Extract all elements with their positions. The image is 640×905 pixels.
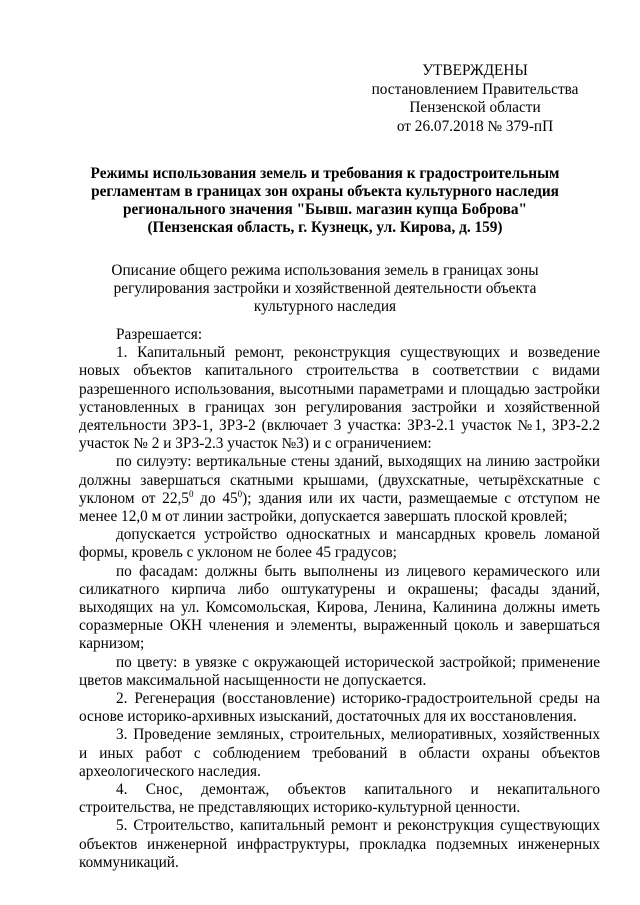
silhouette-text-mid: до 45 xyxy=(193,489,238,507)
paragraph-item-4: 4. Снос, демонтаж, объектов капитального и некапитального строительства, не представляющих историко-культурной ценности. xyxy=(79,781,600,817)
title-line: (Пензенская область, г. Кузнецк, ул. Кирова, д. 159) xyxy=(147,219,503,236)
title-line: регионального значения "Бывш. магазин купца Боброва" xyxy=(122,201,528,218)
paragraph-item-2: 2. Регенерация (восстановление) историко-градостроительной среды на основе историко-архивных изысканий, достаточных для их восстановления. xyxy=(79,690,600,726)
paragraph-facades: по фасадам: должны быть выполнены из лицевого керамического или силикатного кирпича либо оштукатурены и окрашены; фасады зданий, выходящих на ул. Комсомольская, Кирова, Ленина, Калинина должны иметь соразмерные ОКН членения и элементы, выраженный цоколь и завершаться карнизом; xyxy=(79,562,600,653)
degree-mark: 0 xyxy=(188,488,194,499)
paragraph-item-5: 5. Строительство, капитальный ремонт и реконструкция существующих объектов инженерной инфраструктуры, прокладка подземных инженерных коммуникаций. xyxy=(79,817,600,871)
paragraph-roofs: допускается устройство односкатных и мансардных кровель ломаной формы, кровель с уклоном не более 45 градусов; xyxy=(79,526,600,562)
approval-line: Пензенской области xyxy=(409,99,541,116)
approval-line: постановлением Правительства xyxy=(371,80,579,98)
paragraph-item-1: 1. Капитальный ремонт, реконструкция существующих и возведение новых объектов капитального строительства в соответствии с видами разрешенного использования, высотными параметрами и площадью застройки установленных в границах зон регулирования застройки и хозяйственной деятельности ЗРЗ-1, ЗРЗ-2 (включает 3 участка: ЗРЗ-2.1 участок №1, ЗРЗ-2.2 участок № 2 и ЗРЗ-2.3 участок №3) и с ограничением: xyxy=(79,344,600,453)
approval-date-number: от 26.07.2018 № 379-пП xyxy=(396,117,554,135)
paragraph-silhouette xyxy=(79,453,600,526)
silhouette-text-start: по силуэту: вертикальные стены зданий, выходящих на линию застройки должны завершаться скатными крышами, (двухскатные, четырёхскатные с уклоном от 22,5 xyxy=(79,453,600,507)
degree-mark: 0 xyxy=(237,488,243,499)
allowed-label: Разрешается: xyxy=(116,326,203,343)
paragraph-color: по цвету: в увязке с окружающей исторической застройкой; применение цветов максимальной насыщенности не допускается. xyxy=(79,653,600,689)
paragraph-item-3: 3. Проведение земляных, строительных, мелиоративных, хозяйственных и иных работ с соблюдением требований в области охраны объектов археологического наследия. xyxy=(79,726,600,780)
title-line: Режимы использования земель и требования к градостроительным xyxy=(90,165,560,182)
document-title xyxy=(75,165,575,237)
approval-block xyxy=(370,62,580,136)
section-heading-line: культурного наследия xyxy=(253,298,397,315)
document-body xyxy=(79,326,600,872)
section-heading xyxy=(95,262,555,316)
title-line: регламентам в границах зон охраны объекта культурного наследия xyxy=(91,183,559,200)
section-heading-line: Описание общего режима использования земель в границах зоны xyxy=(111,262,539,279)
section-heading-line: регулирования застройки и хозяйственной деятельности объекта xyxy=(113,280,537,297)
silhouette-text-end: ); здания или их части, размещаемые с отступом не менее 12,0 м от линии застройки, допускается завершать плоской кровлей; xyxy=(79,489,600,526)
approval-heading: УТВЕРЖДЕНЫ xyxy=(422,62,528,79)
